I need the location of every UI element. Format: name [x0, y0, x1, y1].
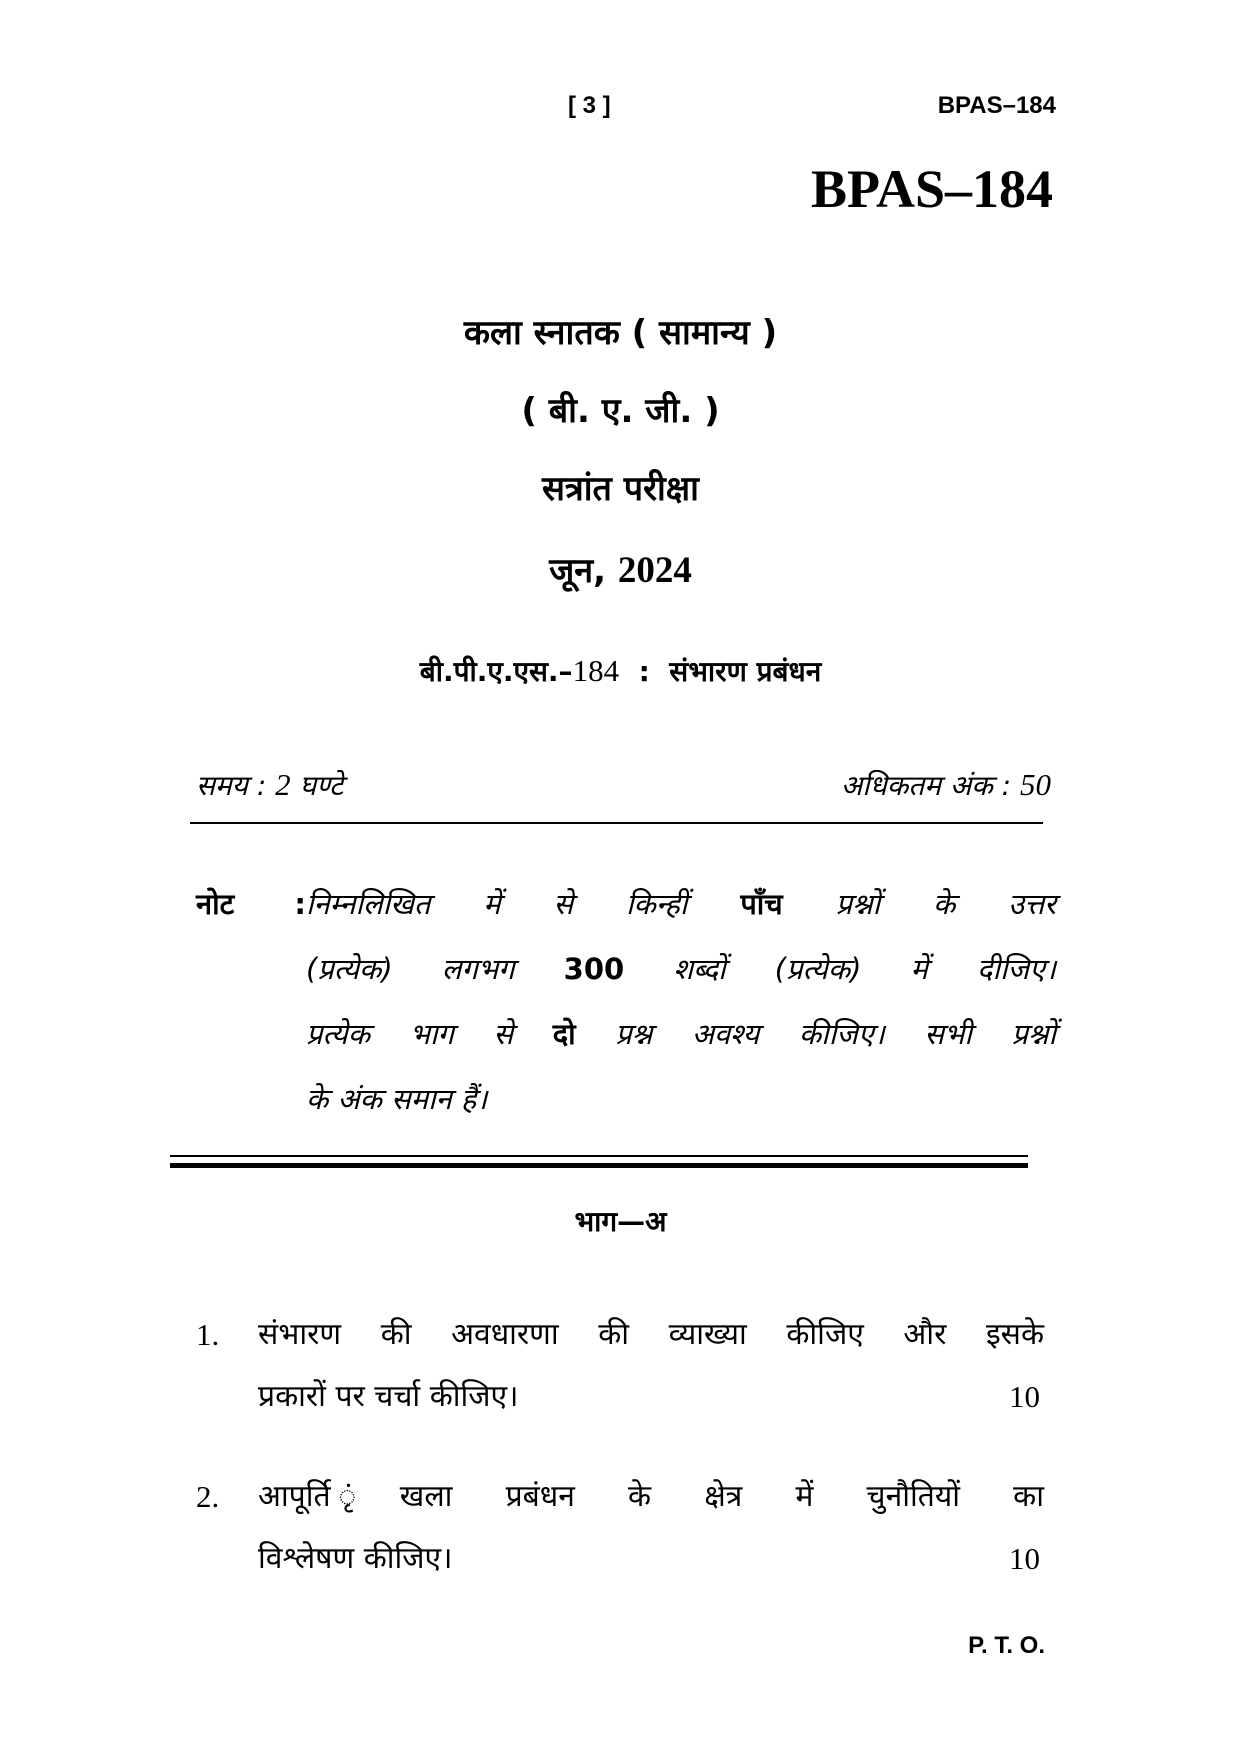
- exam-title: सत्रांत परीक्षा: [542, 469, 699, 509]
- section-divider-thin: [170, 1155, 1028, 1157]
- instructions-note: [196, 872, 1056, 1132]
- time-allowed: [196, 766, 343, 804]
- note-text: शब्दों (प्रत्येक) में दीजिए।: [673, 952, 1057, 986]
- note-emphasis-two: दो: [552, 1017, 576, 1051]
- note-text: प्रत्येक भाग से: [306, 1017, 514, 1051]
- marks-value: 50: [1020, 767, 1051, 802]
- question-marks: 10: [1009, 1541, 1040, 1576]
- maximum-marks: [841, 766, 1051, 804]
- course-code-prefix: बी.पी.ए.एस.–: [419, 655, 573, 688]
- time-unit: घण्टे: [299, 769, 344, 802]
- note-text: (प्रत्येक) लगभग: [306, 952, 515, 986]
- course-code-number: 184: [572, 653, 620, 688]
- section-divider-thick: [170, 1163, 1028, 1168]
- question-number: 1.: [196, 1317, 220, 1352]
- page-number: [ 3 ]: [568, 92, 611, 119]
- question-text: आपूर्ति ृंखला प्रबंधन के क्षेत्र में चुनौतियों का: [258, 1479, 1044, 1514]
- course-code-title: BPAS–184: [810, 159, 1053, 219]
- time-value: 2: [275, 767, 291, 802]
- header-divider: [190, 822, 1043, 824]
- question-number: 2.: [196, 1479, 220, 1514]
- course-separator: :: [638, 655, 650, 688]
- question-item: [196, 1466, 1044, 1590]
- exam-month: जून,: [549, 551, 607, 591]
- note-text: प्रश्नों के उत्तर: [835, 887, 1056, 921]
- exam-date: [0, 546, 1241, 592]
- note-emphasis-300: 300: [563, 952, 625, 986]
- header-course-code: BPAS–184: [937, 92, 1056, 119]
- marks-label: अधिकतम अंक :: [840, 769, 1012, 802]
- course-name: संभारण प्रबंधन: [669, 655, 822, 688]
- exam-year: 2024: [617, 550, 692, 591]
- question-text: विश्लेषण कीजिए।: [258, 1541, 453, 1576]
- note-label: नोट :: [196, 887, 306, 921]
- question-marks: 10: [1009, 1379, 1040, 1414]
- degree-title: कला स्नातक ( सामान्य ): [463, 313, 778, 353]
- course-heading: [0, 652, 1241, 690]
- section-title: भाग—अ: [574, 1205, 667, 1238]
- question-item: [196, 1304, 1044, 1428]
- degree-abbreviation: ( बी. ए. जी. ): [521, 391, 720, 431]
- note-text: प्रश्न अवश्य कीजिए। सभी प्रश्नों: [615, 1017, 1057, 1051]
- question-text: प्रकारों पर चर्चा कीजिए।: [258, 1379, 519, 1414]
- note-text: के अंक समान हैं।: [306, 1082, 488, 1116]
- note-emphasis-five: पाँच: [740, 887, 783, 921]
- note-text: निम्नलिखित में से किन्हीं: [306, 887, 688, 921]
- please-turn-over: P. T. O.: [968, 1632, 1045, 1659]
- question-text: संभारण की अवधारणा की व्याख्या कीजिए और इसके: [258, 1317, 1044, 1352]
- time-label: समय :: [196, 769, 267, 802]
